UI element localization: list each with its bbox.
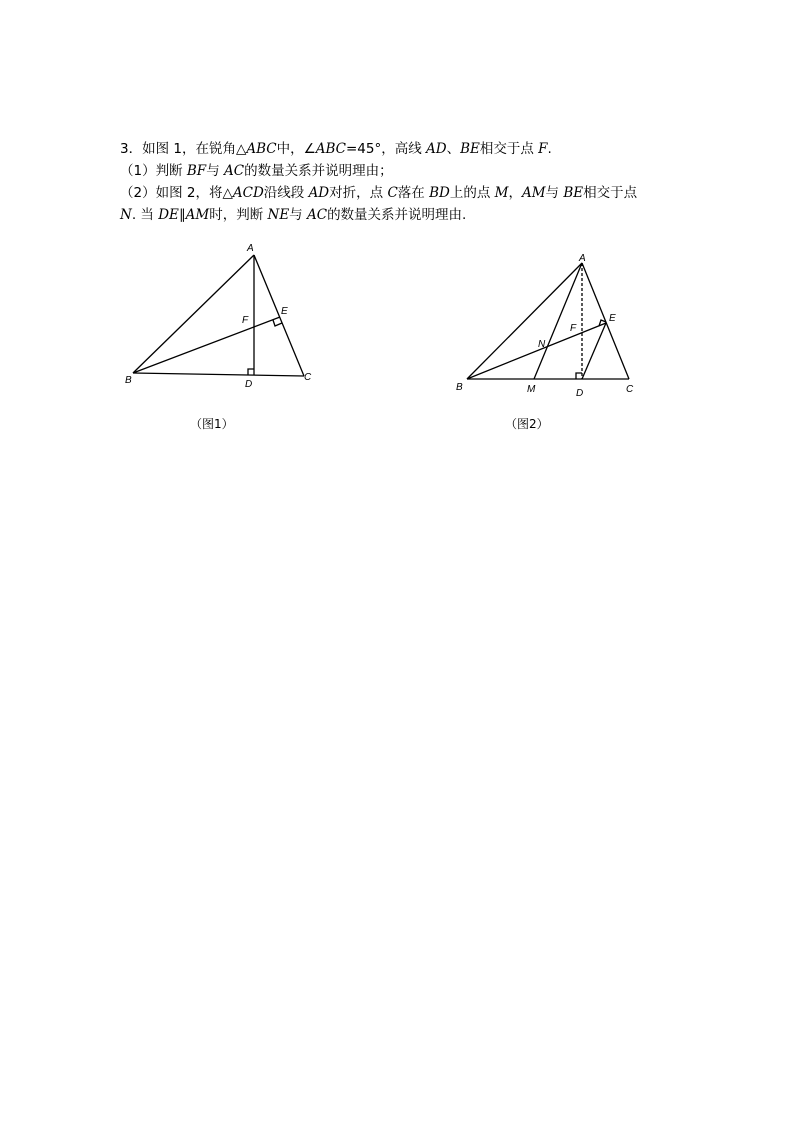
figure-1-caption: （图1） — [190, 417, 234, 431]
right-angle-mark-D-2 — [576, 373, 582, 379]
label-D-2: D — [576, 388, 584, 399]
problem-line-1: 3．如图 1，在锐角△ABC中，∠ABC=45°，高线 AD、BE相交于点 F. — [120, 141, 552, 157]
label-M: M — [527, 384, 536, 395]
segment-BC — [133, 373, 304, 376]
segment-AC — [254, 255, 304, 376]
label-A-2: A — [579, 253, 586, 264]
label-F-2: F — [570, 323, 577, 334]
altitude-BE — [133, 317, 280, 373]
segment-AB-2 — [467, 263, 582, 379]
right-angle-mark-D — [248, 369, 254, 375]
segment-AM — [534, 263, 582, 379]
problem-line-4: N. 当 DE∥AM时，判断 NE与 AC的数量关系并说明理由. — [120, 207, 467, 223]
problem-line-3: （2）如图 2，将△ACD沿线段 AD对折，点 C落在 BD上的点 M，AM与 BE相交于点 — [120, 185, 638, 201]
label-B-2: B — [456, 382, 463, 393]
label-N: N — [538, 339, 546, 350]
label-E: E — [281, 306, 288, 317]
label-E-2: E — [609, 313, 616, 324]
figure-2-caption: （图2） — [505, 417, 549, 431]
label-C-2: C — [626, 384, 634, 395]
segment-AB — [133, 255, 254, 373]
label-D: D — [245, 379, 253, 390]
label-F: F — [242, 315, 249, 326]
label-A: A — [247, 243, 254, 254]
figure-1-diagram — [0, 0, 794, 440]
label-C: C — [304, 372, 312, 383]
label-B: B — [125, 375, 132, 386]
problem-line-2: （1）判断 BF与 AC的数量关系并说明理由； — [120, 163, 393, 179]
